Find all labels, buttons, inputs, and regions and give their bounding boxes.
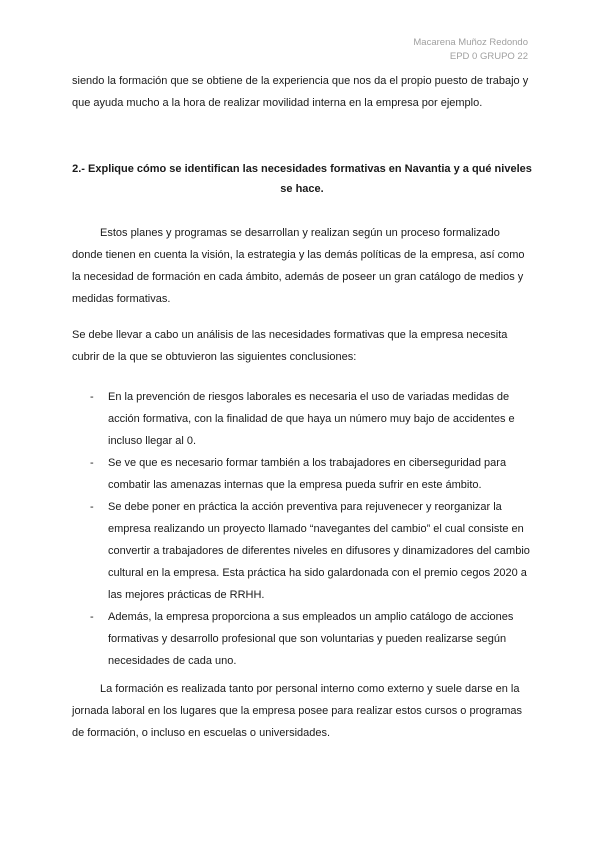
section-heading: 2.- Explique cómo se identifican las necesidades formativas en Navantia y a qué niveles se hace.	[72, 163, 532, 195]
closing-paragraph: La formación es realizada tanto por personal interno como externo y suele darse en la jornada laboral en los lugares que la empresa posee para realizar estos cursos o programas de formación, o incluso en escuelas o universidades.	[72, 683, 523, 739]
list-bullet: -	[90, 611, 94, 623]
header-group: EPD 0 GRUPO 22	[449, 51, 528, 62]
intro-paragraph: siendo la formación que se obtiene de la experiencia que nos da el propio puesto de trabajo y que ayuda mucho a la hora de realizar movilidad interna en la empresa por ejemplo.	[72, 75, 529, 109]
list-bullet: -	[90, 391, 94, 403]
list-item	[72, 606, 532, 672]
page-header	[413, 36, 528, 64]
header-author: Macarena Muñoz Redondo	[413, 37, 528, 48]
list-item-text: Se ve que es necesario formar también a los trabajadores en ciberseguridad para combatir las amenazas internas que la empresa pueda sufrir en este ámbito.	[108, 457, 507, 491]
list-item	[72, 452, 532, 496]
plans-paragraph: Estos planes y programas se desarrollan y realizan según un proceso formalizado donde tienen en cuenta la visión, la estrategia y las demás políticas de la empresa, así como la necesidad de formación en cada ámbito, además de poseer un gran catálogo de medios y medidas formativas.	[72, 227, 525, 305]
conclusions-list	[72, 386, 532, 672]
list-item-text: Se debe poner en práctica la acción preventiva para rejuvenecer y reorganizar la empresa realizando un proyecto llamado “navegantes del cambio” el cual consiste en convertir a trabajadores de diferentes niveles en difusores y dinamizadores del cambio cultural en la empresa. Esta práctica ha sido galardonada con el premio cegos 2020 a las mejores prácticas de RRHH.	[108, 501, 530, 601]
list-bullet: -	[90, 501, 94, 513]
list-item-text: Además, la empresa proporciona a sus empleados un amplio catálogo de acciones formativas y desarrollo profesional que son voluntarias y pueden realizarse según necesidades de cada uno.	[108, 611, 514, 667]
list-bullet: -	[90, 457, 94, 469]
list-item-text: En la prevención de riesgos laborales es necesaria el uso de variadas medidas de acción formativa, con la finalidad de que haya un número muy bajo de accidentes e incluso llegar al 0.	[108, 391, 515, 447]
list-item	[72, 386, 532, 452]
analysis-paragraph: Se debe llevar a cabo un análisis de las necesidades formativas que la empresa necesita cubrir de la que se obtuvieron las siguientes conclusiones:	[72, 329, 508, 363]
list-item	[72, 496, 532, 606]
